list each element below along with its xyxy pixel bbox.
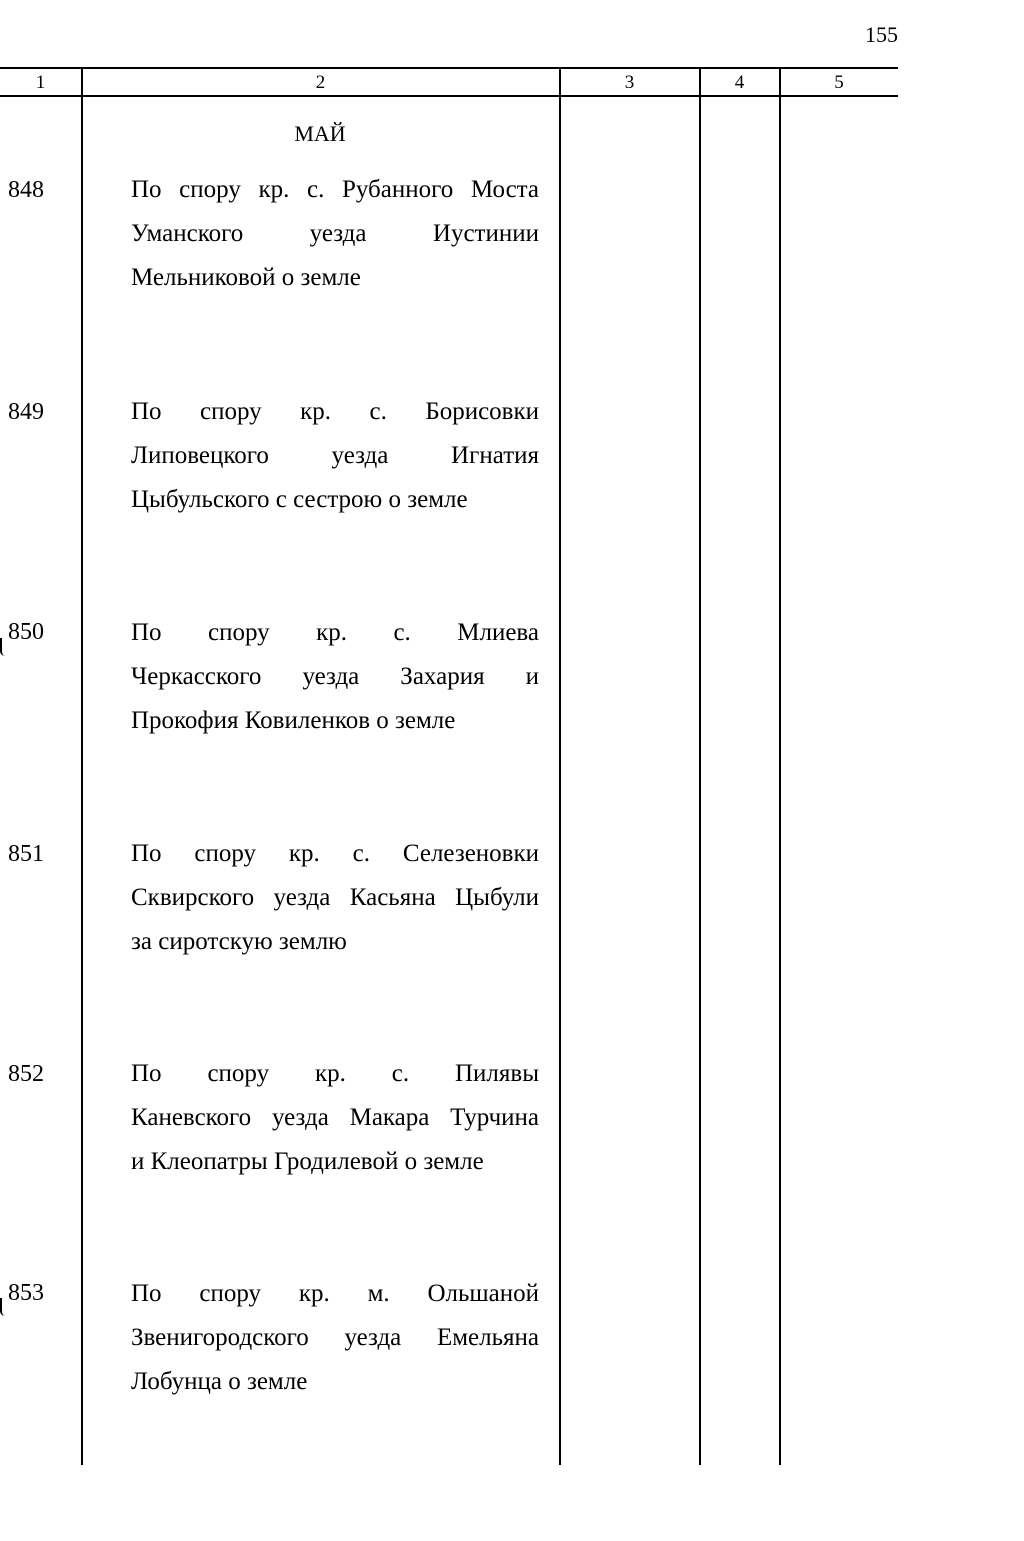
- entry-line: По спору кр. с. Борисовки: [131, 398, 539, 425]
- column-divider-1: [81, 67, 83, 1465]
- entry-line: По спору кр. с. Селезеновки: [131, 840, 539, 867]
- entry-line: Лобунца о земле: [131, 1368, 308, 1395]
- entry-line: за сиротскую землю: [131, 928, 347, 955]
- margin-mark: [0, 638, 5, 656]
- entry-description: [131, 832, 539, 964]
- entry-number: 850: [8, 619, 44, 645]
- section-heading: МАЙ: [294, 121, 346, 146]
- entry-line: Прокофия Ковиленков о земле: [131, 707, 456, 734]
- column-header-5: 5: [834, 72, 844, 93]
- entry-description: [131, 168, 539, 300]
- margin-mark: [0, 1298, 5, 1316]
- entry-number: 853: [8, 1280, 44, 1306]
- column-divider-4: [779, 67, 781, 1465]
- entry-line: По спору кр. с. Рубанного Моста: [131, 176, 539, 203]
- entry-line: По спору кр. м. Ольшаной: [131, 1280, 539, 1307]
- entry-number: 851: [8, 841, 44, 867]
- entry-line: и Клеопатры Гродилевой о земле: [131, 1148, 484, 1175]
- entry-description: [131, 1052, 539, 1184]
- entry-line: Уманского уезда Иустинии: [131, 220, 539, 247]
- entry-line: Сквирского уезда Касьяна Цыбули: [131, 884, 539, 911]
- entry-number: 849: [8, 399, 44, 425]
- entry-description: [131, 611, 539, 743]
- entry-number: 852: [8, 1061, 44, 1087]
- entry-line: Мельниковой о земле: [131, 264, 361, 291]
- page-number: 155: [865, 22, 898, 47]
- table-top-rule: [0, 67, 898, 69]
- entry-description: [131, 1272, 539, 1404]
- entry-description: [131, 390, 539, 522]
- entry-line: Звенигородского уезда Емельяна: [131, 1324, 539, 1351]
- column-header-4: 4: [734, 72, 745, 93]
- entry-line: Каневского уезда Макара Турчина: [131, 1104, 539, 1131]
- column-header-1: 1: [35, 72, 46, 93]
- entry-line: Липовецкого уезда Игнатия: [131, 442, 539, 469]
- entry-line: По спору кр. с. Пилявы: [131, 1060, 539, 1087]
- column-header-2: 2: [315, 72, 326, 93]
- entry-line: Цыбульского с сестрою о земле: [131, 486, 468, 513]
- column-divider-2: [559, 67, 561, 1465]
- entry-line: Черкасского уезда Захария и: [131, 663, 539, 690]
- entry-line: По спору кр. с. Млиева: [131, 619, 539, 646]
- entry-number: 848: [8, 177, 44, 203]
- column-divider-3: [699, 67, 701, 1465]
- column-header-3: 3: [624, 72, 635, 93]
